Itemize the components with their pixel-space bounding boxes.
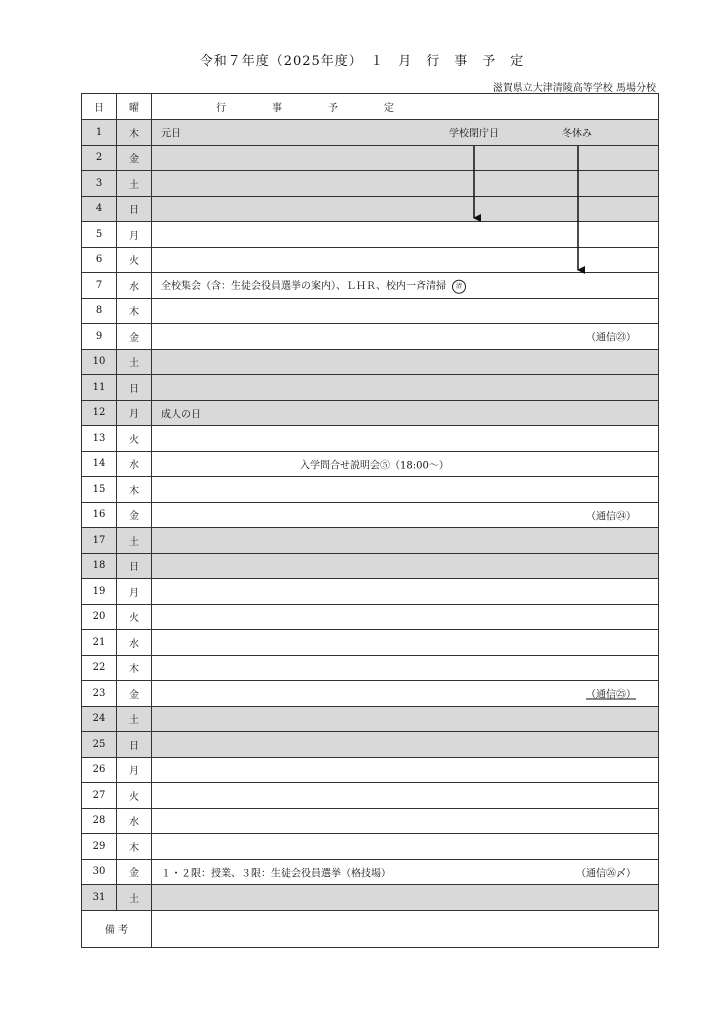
- event-text: １・２限：授業、３限：生徒会役員選挙（格技場）: [161, 868, 391, 880]
- row-event: [152, 477, 659, 503]
- table-row: [82, 655, 659, 681]
- row-day: 6: [82, 247, 117, 273]
- row-weekday: 火: [117, 604, 152, 630]
- row-weekday: 木: [117, 298, 152, 324]
- row-event: [152, 604, 659, 630]
- row-event: [152, 196, 659, 222]
- table-header-row: [82, 94, 659, 120]
- row-event: [152, 400, 659, 426]
- row-day: 15: [82, 477, 117, 503]
- row-weekday: 月: [117, 579, 152, 605]
- row-event: [152, 145, 659, 171]
- row-day: 31: [82, 885, 117, 911]
- remarks-label: 備 考: [82, 910, 152, 947]
- row-weekday: 水: [117, 808, 152, 834]
- table-row: [82, 783, 659, 809]
- row-day: 26: [82, 757, 117, 783]
- table-row: [82, 222, 659, 248]
- row-event: [152, 885, 659, 911]
- row-day: 13: [82, 426, 117, 452]
- table-row: [82, 706, 659, 732]
- table-row: [82, 196, 659, 222]
- row-event: [152, 808, 659, 834]
- table-row: [82, 553, 659, 579]
- row-event: [152, 502, 659, 528]
- row-day: 27: [82, 783, 117, 809]
- row-weekday: 月: [117, 222, 152, 248]
- table-row: [82, 630, 659, 656]
- event-text: 全校集会（含：生徒会役員選挙の案内）、ＬＨＲ、校内一斉清掃 清: [161, 277, 466, 294]
- row-day: 1: [82, 120, 117, 146]
- page-title: 令和７年度（2025年度） １ 月 行 事 予 定: [199, 54, 525, 69]
- row-day: 19: [82, 579, 117, 605]
- row-weekday: 土: [117, 706, 152, 732]
- row-event: [152, 859, 659, 885]
- newsletter-note: （通信㉔）: [586, 511, 636, 523]
- row-event: [152, 553, 659, 579]
- row-event: [152, 298, 659, 324]
- row-day: 18: [82, 553, 117, 579]
- table-row: [82, 528, 659, 554]
- row-event: [152, 247, 659, 273]
- table-row: [82, 171, 659, 197]
- school-name: 滋賀県立大津清陵高等学校 馬場分校: [492, 83, 656, 94]
- table-row: [82, 757, 659, 783]
- row-event: [152, 732, 659, 758]
- row-weekday: 金: [117, 859, 152, 885]
- row-event: [152, 834, 659, 860]
- row-weekday: 木: [117, 120, 152, 146]
- table-row: [82, 477, 659, 503]
- row-event: [152, 375, 659, 401]
- row-weekday: 金: [117, 324, 152, 350]
- table-row: [82, 273, 659, 299]
- row-weekday: 水: [117, 630, 152, 656]
- row-event: [152, 451, 659, 477]
- row-day: 20: [82, 604, 117, 630]
- row-weekday: 日: [117, 375, 152, 401]
- row-weekday: 木: [117, 834, 152, 860]
- row-weekday: 木: [117, 655, 152, 681]
- header-event-char: 定: [384, 103, 394, 114]
- row-event: [152, 630, 659, 656]
- row-weekday: 土: [117, 349, 152, 375]
- schedule-table: [81, 93, 659, 948]
- table-row: [82, 604, 659, 630]
- remarks-content: [152, 910, 659, 947]
- row-day: 12: [82, 400, 117, 426]
- closed-period-label: 学校閉庁日: [449, 128, 499, 140]
- table-row: [82, 885, 659, 911]
- row-day: 8: [82, 298, 117, 324]
- table-row: [82, 145, 659, 171]
- row-weekday: 日: [117, 732, 152, 758]
- row-weekday: 月: [117, 757, 152, 783]
- row-event: [152, 120, 659, 146]
- row-weekday: 火: [117, 783, 152, 809]
- newsletter-note: （通信㉓）: [586, 332, 636, 344]
- table-row: [82, 375, 659, 401]
- row-weekday: 金: [117, 145, 152, 171]
- table-row: [82, 732, 659, 758]
- cleaning-badge: 清: [452, 280, 466, 294]
- table-row: [82, 502, 659, 528]
- row-event: [152, 273, 659, 299]
- event-text: 成人の日: [161, 409, 201, 421]
- row-weekday: 金: [117, 502, 152, 528]
- row-day: 7: [82, 273, 117, 299]
- table-row: [82, 324, 659, 350]
- remarks-row: [82, 910, 659, 947]
- row-event: [152, 579, 659, 605]
- row-event: [152, 681, 659, 707]
- table-row: [82, 579, 659, 605]
- row-day: 4: [82, 196, 117, 222]
- row-day: 5: [82, 222, 117, 248]
- newsletter-note: （通信㉕）: [586, 689, 636, 701]
- row-event: [152, 324, 659, 350]
- row-day: 3: [82, 171, 117, 197]
- table-row: [82, 247, 659, 273]
- table-row: [82, 120, 659, 146]
- row-day: 25: [82, 732, 117, 758]
- row-day: 28: [82, 808, 117, 834]
- row-weekday: 土: [117, 885, 152, 911]
- table-row: [82, 426, 659, 452]
- row-day: 21: [82, 630, 117, 656]
- row-weekday: 水: [117, 273, 152, 299]
- row-weekday: 火: [117, 247, 152, 273]
- schedule-rows: [82, 120, 659, 911]
- event-text: 元日: [161, 128, 181, 140]
- row-event: [152, 706, 659, 732]
- header-day: 日: [82, 94, 117, 120]
- row-weekday: 日: [117, 553, 152, 579]
- row-weekday: 水: [117, 451, 152, 477]
- row-day: 30: [82, 859, 117, 885]
- row-event: [152, 783, 659, 809]
- row-weekday: 火: [117, 426, 152, 452]
- row-day: 29: [82, 834, 117, 860]
- row-day: 22: [82, 655, 117, 681]
- event-text-center: 入学問合せ説明会⑤（18:00～）: [300, 460, 449, 472]
- row-weekday: 金: [117, 681, 152, 707]
- table-row: [82, 400, 659, 426]
- row-day: 2: [82, 145, 117, 171]
- row-weekday: 土: [117, 528, 152, 554]
- row-event: [152, 426, 659, 452]
- row-event: [152, 655, 659, 681]
- newsletter-note: （通信㉖〆）: [576, 868, 636, 880]
- table-row: [82, 451, 659, 477]
- winter-break-label: 冬休み: [562, 128, 592, 140]
- row-day: 17: [82, 528, 117, 554]
- row-weekday: 日: [117, 196, 152, 222]
- header-event: [152, 94, 659, 120]
- row-day: 16: [82, 502, 117, 528]
- row-day: 11: [82, 375, 117, 401]
- header-event-char: 行: [216, 103, 226, 114]
- header-event-char: 事: [272, 103, 282, 114]
- row-day: 10: [82, 349, 117, 375]
- row-day: 23: [82, 681, 117, 707]
- row-weekday: 木: [117, 477, 152, 503]
- table-row: [82, 349, 659, 375]
- row-event: [152, 528, 659, 554]
- table-row: [82, 298, 659, 324]
- row-weekday: 土: [117, 171, 152, 197]
- row-event: [152, 349, 659, 375]
- table-row: [82, 808, 659, 834]
- row-event: [152, 222, 659, 248]
- table-row: [82, 681, 659, 707]
- row-event: [152, 757, 659, 783]
- row-day: 24: [82, 706, 117, 732]
- header-event-char: 予: [328, 103, 338, 114]
- row-weekday: 月: [117, 400, 152, 426]
- row-day: 14: [82, 451, 117, 477]
- row-event: [152, 171, 659, 197]
- table-row: [82, 834, 659, 860]
- header-weekday: 曜: [117, 94, 152, 120]
- table-row: [82, 859, 659, 885]
- row-day: 9: [82, 324, 117, 350]
